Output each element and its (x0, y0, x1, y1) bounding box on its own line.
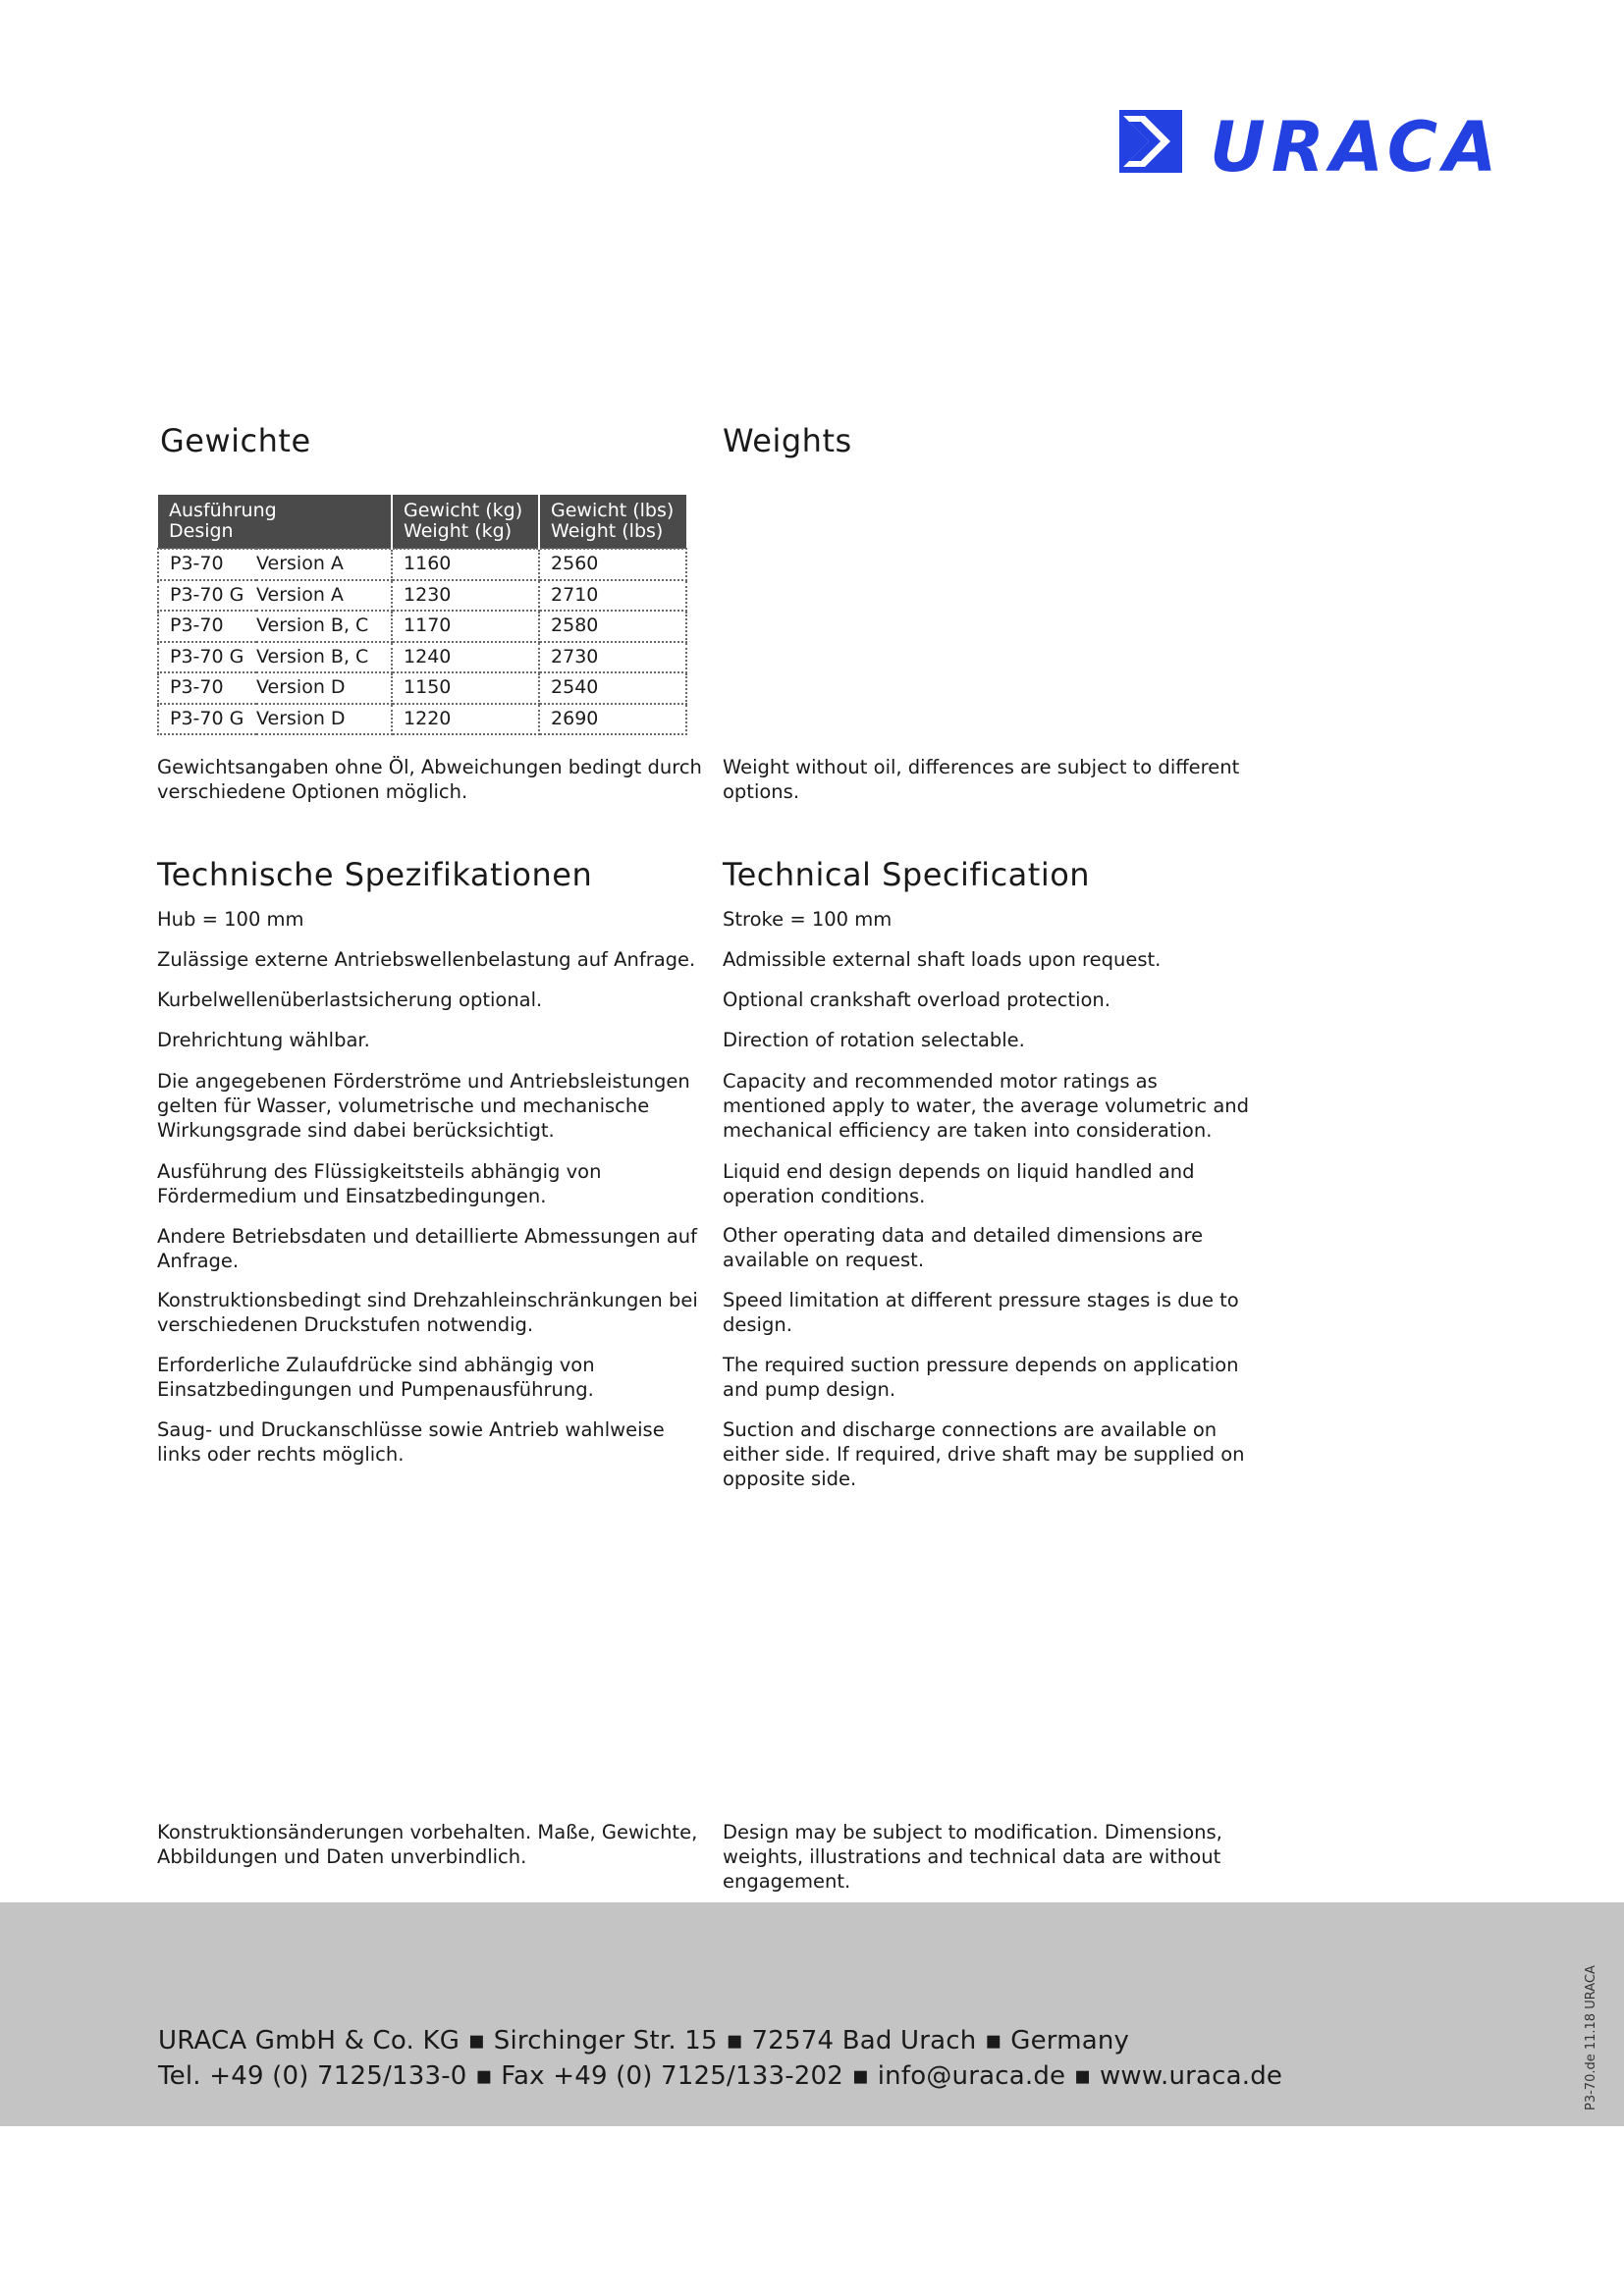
spec-item-en: Stroke = 100 mm (723, 908, 893, 931)
spec-item-de: Saug- und Druckanschlüsse sowie Antrieb wahlweise links oder rechts möglich. (157, 1418, 665, 1466)
cell-lbs: 2540 (539, 672, 686, 704)
cell-lbs: 2690 (539, 704, 686, 735)
weights-heading-de: Gewichte (160, 422, 311, 459)
cell-kg: 1150 (392, 672, 539, 704)
spec-item-en: Suction and discharge connections are available on either side. If required, drive shaft may be supplied on opposite side. (723, 1418, 1245, 1490)
spec-item-de: Hub = 100 mm (157, 908, 304, 931)
footer-band (0, 1902, 1624, 2126)
spec-item-en: Direction of rotation selectable. (723, 1029, 1025, 1051)
weights-note-de: Gewichtsangaben ohne Öl, Abweichungen bedingt durch verschiedene Optionen möglich. (157, 756, 702, 803)
cell-variant: Version A (256, 580, 392, 612)
weights-note-en: Weight without oil, differences are subject to different options. (723, 756, 1240, 803)
cell-variant: Version D (256, 704, 392, 735)
footer-contact: Tel. +49 (0) 7125/133-0 ▪ Fax +49 (0) 7125/133-202 ▪ info@uraca.de ▪ www.uraca.de (158, 2061, 1283, 2091)
cell-variant: Version B, C (256, 611, 392, 642)
cell-variant: Version D (256, 672, 392, 704)
cell-lbs: 2710 (539, 580, 686, 612)
cell-kg: 1230 (392, 580, 539, 612)
table-row (158, 642, 686, 673)
spec-item-en: Speed limitation at different pressure stages is due to design. (723, 1289, 1239, 1336)
cell-kg: 1220 (392, 704, 539, 735)
cell-kg: 1170 (392, 611, 539, 642)
spec-item-de: Konstruktionsbedingt sind Drehzahleinschränkungen bei verschiedenen Druckstufen notwendig. (157, 1289, 698, 1336)
disclaimer-de: Konstruktionsänderungen vorbehalten. Maße, Gewichte, Abbildungen und Daten unverbindlich. (157, 1821, 698, 1868)
spec-item-en: Admissible external shaft loads upon request. (723, 948, 1162, 971)
table-row (158, 580, 686, 612)
table-row (158, 672, 686, 704)
spec-item-de: Die angegebenen Förderströme und Antriebsleistungen gelten für Wasser, volumetrische und mechanische Wirkungsgrade sind dabei berücksichtigt. (157, 1070, 690, 1142)
spec-item-en: Other operating data and detailed dimensions are available on request. (723, 1224, 1204, 1271)
spec-item-de: Andere Betriebsdaten und detaillierte Abmessungen auf Anfrage. (157, 1225, 698, 1272)
footer-address: URACA GmbH & Co. KG ▪ Sirchinger Str. 15 ▪ 72574 Bad Urach ▪ Germany (158, 2026, 1130, 2056)
cell-model: P3-70 G (158, 704, 256, 735)
spec-item-en: Liquid end design depends on liquid handled and operation conditions. (723, 1160, 1195, 1207)
spec-item-de: Zulässige externe Antriebswellenbelastung auf Anfrage. (157, 948, 696, 971)
spec-item-de: Ausführung des Flüssigkeitsteils abhängig von Fördermedium und Einsatzbedingungen. (157, 1160, 602, 1207)
svg-text:URACA: URACA (1210, 110, 1503, 185)
table-header-row (158, 495, 686, 549)
cell-lbs: 2580 (539, 611, 686, 642)
table-row (158, 549, 686, 580)
spec-item-en: Capacity and recommended motor ratings as mentioned apply to water, the average volumetric and mechanical efficiency are taken into consideration. (723, 1070, 1250, 1142)
cell-model: P3-70 G (158, 580, 256, 612)
cell-kg: 1240 (392, 642, 539, 673)
cell-lbs: 2730 (539, 642, 686, 673)
document-code: P3-70.de 11.18 URACA (1584, 1965, 1598, 2110)
cell-variant: Version B, C (256, 642, 392, 673)
column-header-design: Ausführung Design (158, 495, 392, 549)
weights-heading-en: Weights (723, 422, 852, 459)
weights-table (157, 495, 687, 735)
cell-model: P3-70 (158, 672, 256, 704)
spec-heading-de: Technische Spezifikationen (157, 856, 593, 893)
table-row (158, 611, 686, 642)
cell-kg: 1160 (392, 549, 539, 580)
spec-heading-en: Technical Specification (723, 856, 1091, 893)
table-row (158, 704, 686, 735)
cell-variant: Version A (256, 549, 392, 580)
column-header-weight-kg: Gewicht (kg) Weight (kg) (392, 495, 539, 549)
spec-item-en: Optional crankshaft overload protection. (723, 988, 1110, 1011)
cell-lbs: 2560 (539, 549, 686, 580)
column-header-weight-lbs: Gewicht (lbs) Weight (lbs) (539, 495, 686, 549)
spec-item-de: Erforderliche Zulaufdrücke sind abhängig von Einsatzbedingungen und Pumpenausführung. (157, 1354, 595, 1401)
spec-item-de: Drehrichtung wählbar. (157, 1029, 370, 1051)
cell-model: P3-70 G (158, 642, 256, 673)
uraca-logo (1119, 110, 1532, 185)
disclaimer-en: Design may be subject to modification. Dimensions, weights, illustrations and technical data are without engagement. (723, 1821, 1222, 1893)
spec-item-en: The required suction pressure depends on application and pump design. (723, 1354, 1239, 1401)
cell-model: P3-70 (158, 549, 256, 580)
cell-model: P3-70 (158, 611, 256, 642)
spec-item-de: Kurbelwellenüberlastsicherung optional. (157, 988, 543, 1011)
